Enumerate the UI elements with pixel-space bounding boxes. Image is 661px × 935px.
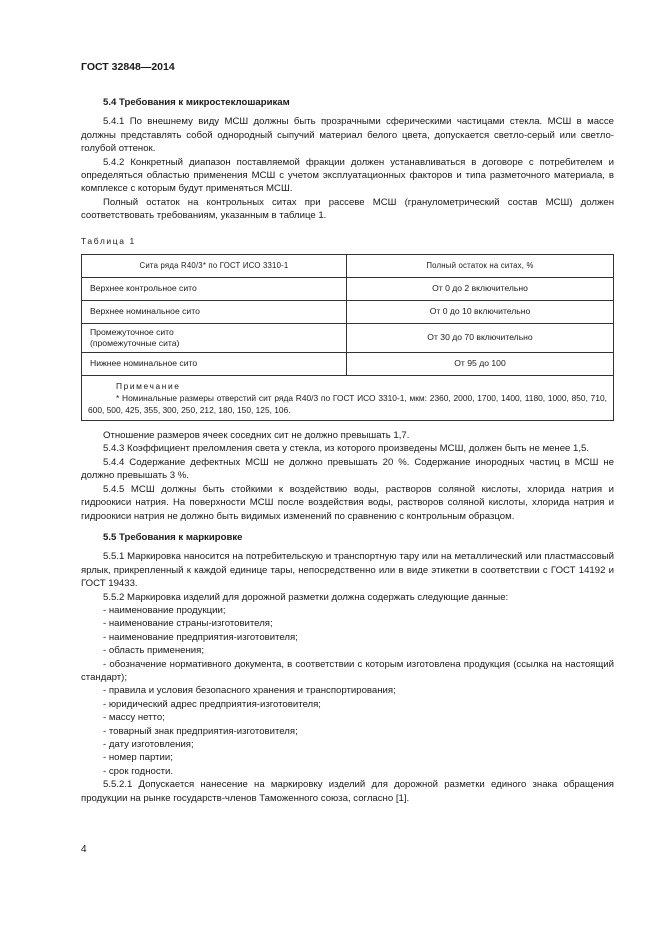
document-header: ГОСТ 32848—2014 <box>81 61 175 73</box>
table-cell-residue: От 30 до 70 включительно <box>347 324 614 353</box>
section-heading-5-5: 5.5 Требования к маркировке <box>103 531 243 543</box>
list-item: - область применения; <box>103 645 205 657</box>
table-header-row <box>82 255 614 278</box>
paragraph-5-4-3: 5.4.3 Коэффициент преломления света у стекла, из которого произведены МСШ, должен быть не менее 1,5. <box>103 443 590 455</box>
paragraph-5-4-2: 5.4.2 Конкретный диапазон поставляемой фракции должен устанавливаться в договоре с потребителем и определяться областью применения МСШ с учетом эксплуатационных факторов и типа разметочного материала, в комплексе с которым будут применяться МСШ. <box>81 156 614 195</box>
table-note-body: * Номинальные размеры отверстий сит ряда R40/3 по ГОСТ ИСО 3310-1, мкм: 2360, 2000, 1700, 1400, 1180, 1000, 850, 710, 600, 500, 425, 355, 300, 250, 212, 180, 150, 125, 106. <box>88 393 607 416</box>
paragraph-table-intro: Полный остаток на контрольных ситах при рассеве МСШ (гранулометрический состав МСШ) должен соответствовать требованиям, указанным в таблице 1. <box>81 196 614 222</box>
spacer <box>81 523 614 531</box>
table-note-title: Примечание <box>116 381 181 392</box>
list-item: - обозначение нормативного документа, в соответствии с которым изготовлена продукция (ссылка на настоящий стандарт); <box>81 658 614 683</box>
marking-list <box>81 604 614 778</box>
table-row <box>82 353 614 376</box>
paragraph-5-5-1: 5.5.1 Маркировка наносится на потребительскую и транспортную тару или на металлический или пластмассовый ярлык, прикрепленный к каждой единице тары, непосредственно или в виде этикетки в соответствии с ГОСТ 14192 и ГОСТ 19433. <box>81 551 614 590</box>
table-cell-residue: От 95 до 100 <box>347 353 614 376</box>
list-item: - товарный знак предприятия-изготовителя; <box>103 725 298 737</box>
table-header-sieve: Сита ряда R40/3* по ГОСТ ИСО 3310-1 <box>82 255 347 278</box>
table-note <box>82 376 614 421</box>
table-cell-residue: От 0 до 2 включительно <box>347 278 614 301</box>
document-body <box>81 96 614 805</box>
list-item: - массу нетто; <box>103 712 165 724</box>
paragraph-5-4-5: 5.4.5 МСШ должны быть стойкими к воздействию воды, растворов соляной кислоты, хлорида натрия и гидроокиси натрия. На поверхности МСШ после воздействия воды, растворов соляной кислоты, хлорида натрия и гидроокиси натрия не должно быть видимых изменений по сравнению с контрольным образцом. <box>81 483 614 522</box>
paragraph-sieve-ratio: Отношение размеров ячеек соседних сит не должно превышать 1,7. <box>103 430 410 442</box>
list-item: - наименование продукции; <box>103 604 226 616</box>
table-cell-sieve: Верхнее номинальное сито <box>82 301 347 324</box>
table-row <box>82 278 614 301</box>
paragraph-5-4-1: 5.4.1 По внешнему виду МСШ должны быть прозрачными сферическими частицами стекла. МСШ в массе должны представлять собой однородный сыпучий материал белого цвета, допускается светло-серый или светло-голубой оттенок. <box>81 116 614 155</box>
list-item: - юридический адрес предприятия-изготовителя; <box>103 698 321 710</box>
paragraph-5-5-2: 5.5.2 Маркировка изделий для дорожной разметки должна содержать следующие данные: <box>103 591 509 603</box>
table-cell-sieve-line1: Промежуточное сито <box>90 327 174 338</box>
list-item: - номер партии; <box>103 752 173 764</box>
table-header-residue: Полный остаток на ситах, % <box>347 255 614 278</box>
paragraph-5-4-4: 5.4.4 Содержание дефектных МСШ не должно превышать 20 %. Содержание инородных частиц в МСШ не должно превышать 3 %. <box>81 456 614 482</box>
table-row <box>82 301 614 324</box>
table-row <box>82 324 614 353</box>
table-cell-sieve-line2: (промежуточные сита) <box>90 338 180 349</box>
list-item: - правила и условия безопасного хранения и транспортирования; <box>103 685 396 697</box>
list-item: - дату изготовления; <box>103 739 194 750</box>
list-item: - срок годности. <box>103 765 174 777</box>
paragraph-5-5-2-1: 5.5.2.1 Допускается нанесение на маркировку изделий для дорожной разметки единого знака обращения продукции на рынке государств-членов Таможенного союза, согласно [1]. <box>81 779 614 804</box>
section-heading-5-4: 5.4 Требования к микростеклошарикам <box>103 97 290 108</box>
table-cell-sieve <box>82 324 347 353</box>
table-cell-sieve: Верхнее контрольное сито <box>82 278 347 301</box>
page-number: 4 <box>81 844 87 855</box>
table-cell-residue: От 0 до 10 включительно <box>347 301 614 324</box>
spacer <box>81 421 614 429</box>
list-item: - наименование страны-изготовителя; <box>103 618 273 630</box>
table-note-row <box>82 376 614 421</box>
table-caption: Таблица 1 <box>81 235 136 246</box>
list-item: - наименование предприятия-изготовителя; <box>103 631 298 643</box>
sieve-table <box>81 254 614 421</box>
table-cell-sieve: Нижнее номинальное сито <box>82 353 347 376</box>
